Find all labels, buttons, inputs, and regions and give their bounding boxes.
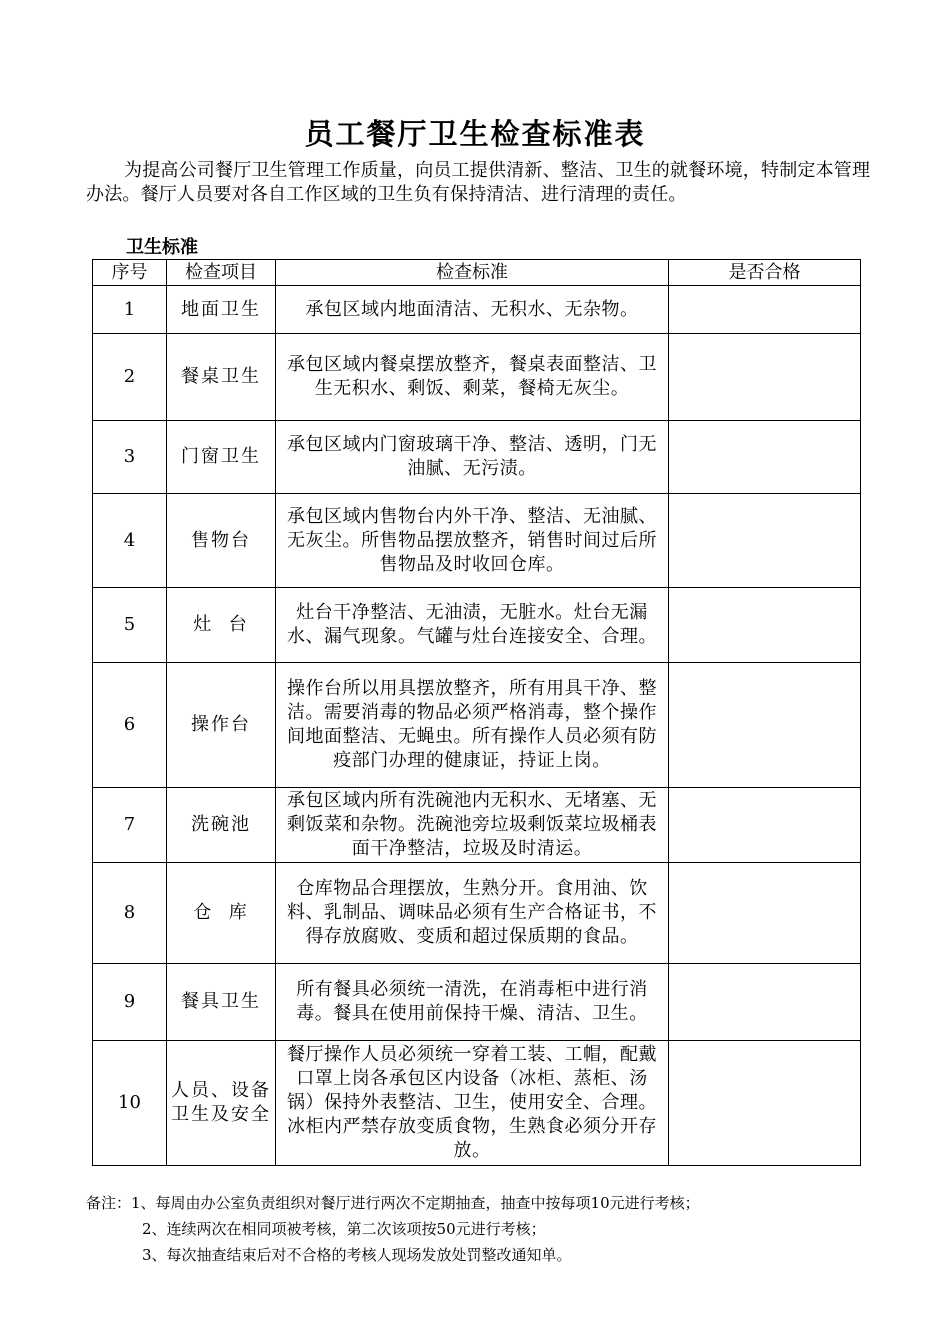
header-standard: 检查标准 [276,260,669,286]
table-row [93,286,861,334]
row-item: 餐桌卫生 [167,334,276,421]
row-item: 门窗卫生 [167,421,276,494]
row-item: 洗碗池 [167,788,276,863]
row-no: 7 [93,788,167,863]
row-item: 操作台 [167,663,276,788]
row-standard: 灶台干净整洁、无油渍，无脏水。灶台无漏水、漏气现象。气罐与灶台连接安全、合理。 [276,588,669,663]
table-header-row [93,260,861,286]
table-row [93,494,861,588]
row-pass [669,1041,861,1166]
table-row [93,788,861,863]
row-standard: 所有餐具必须统一清洗，在消毒柜中进行消毒。餐具在使用前保持干燥、清洁、卫生。 [276,964,669,1041]
header-pass: 是否合格 [669,260,861,286]
row-item: 人员、设备卫生及安全 [167,1041,276,1166]
row-standard: 承包区域内售物台内外干净、整洁、无油腻、无灰尘。所售物品摆放整齐，销售时间过后所售物品及时收回仓库。 [276,494,669,588]
header-item: 检查项目 [167,260,276,286]
row-item: 灶 台 [167,588,276,663]
row-item: 餐具卫生 [167,964,276,1041]
row-pass [669,286,861,334]
notes-section [86,1190,886,1268]
row-no: 5 [93,588,167,663]
row-no: 9 [93,964,167,1041]
row-standard: 承包区域内地面清洁、无积水、无杂物。 [276,286,669,334]
note-line [86,1242,886,1268]
row-item: 仓 库 [167,863,276,964]
table-row [93,334,861,421]
header-no: 序号 [93,260,167,286]
row-standard: 餐厅操作人员必须统一穿着工装、工帽，配戴口罩上岗各承包区内设备（冰柜、蒸柜、汤锅）保持外表整洁、卫生，使用安全、合理。冰柜内严禁存放变质食物，生熟食必须分开存放。 [276,1041,669,1166]
note-item: 2、连续两次在相同项被考核，第二次该项按50元进行考核； [142,1220,546,1238]
row-no: 8 [93,863,167,964]
table-row [93,421,861,494]
table-row [93,1041,861,1166]
table-row [93,588,861,663]
row-standard: 承包区域内餐桌摆放整齐，餐桌表面整洁、卫生无积水、剩饭、剩菜，餐椅无灰尘。 [276,334,669,421]
note-item: 3、每次抽查结束后对不合格的考核人现场发放处罚整改通知单。 [142,1246,572,1264]
row-no: 2 [93,334,167,421]
row-no: 6 [93,663,167,788]
hygiene-standards-table [92,259,861,1166]
note-item: 1、每周由办公室负责组织对餐厅进行两次不定期抽查，抽查中按每项10元进行考核； [131,1194,700,1212]
row-standard: 操作台所以用具摆放整齐，所有用具干净、整洁。需要消毒的物品必须严格消毒，整个操作间地面整洁、无蝇虫。所有操作人员必须有防疫部门办理的健康证，持证上岗。 [276,663,669,788]
section-heading: 卫生标准 [126,237,198,258]
row-no: 4 [93,494,167,588]
document-title: 员工餐厅卫生检查标准表 [304,117,646,151]
row-pass [669,334,861,421]
row-standard: 承包区域内所有洗碗池内无积水、无堵塞、无剩饭菜和杂物。洗碗池旁垃圾剩饭菜垃圾桶表面干净整洁，垃圾及时清运。 [276,788,669,863]
notes-label: 备注： [86,1194,132,1212]
note-line [86,1216,886,1242]
row-no: 3 [93,421,167,494]
row-item: 售物台 [167,494,276,588]
row-item: 地面卫生 [167,286,276,334]
row-pass [669,964,861,1041]
intro-paragraph: 为提高公司餐厅卫生管理工作质量，向员工提供清新、整洁、卫生的就餐环境，特制定本管理办法。餐厅人员要对各自工作区域的卫生负有保持清洁、进行清理的责任。 [86,160,871,205]
row-pass [669,588,861,663]
row-pass [669,421,861,494]
row-pass [669,863,861,964]
row-pass [669,494,861,588]
table-row [93,964,861,1041]
row-pass [669,663,861,788]
table-row [93,663,861,788]
row-no: 10 [93,1041,167,1166]
row-pass [669,788,861,863]
row-no: 1 [93,286,167,334]
row-standard: 仓库物品合理摆放，生熟分开。食用油、饮料、乳制品、调味品必须有生产合格证书，不得存放腐败、变质和超过保质期的食品。 [276,863,669,964]
note-line [86,1190,886,1216]
row-standard: 承包区域内门窗玻璃干净、整洁、透明，门无油腻、无污渍。 [276,421,669,494]
table-row [93,863,861,964]
